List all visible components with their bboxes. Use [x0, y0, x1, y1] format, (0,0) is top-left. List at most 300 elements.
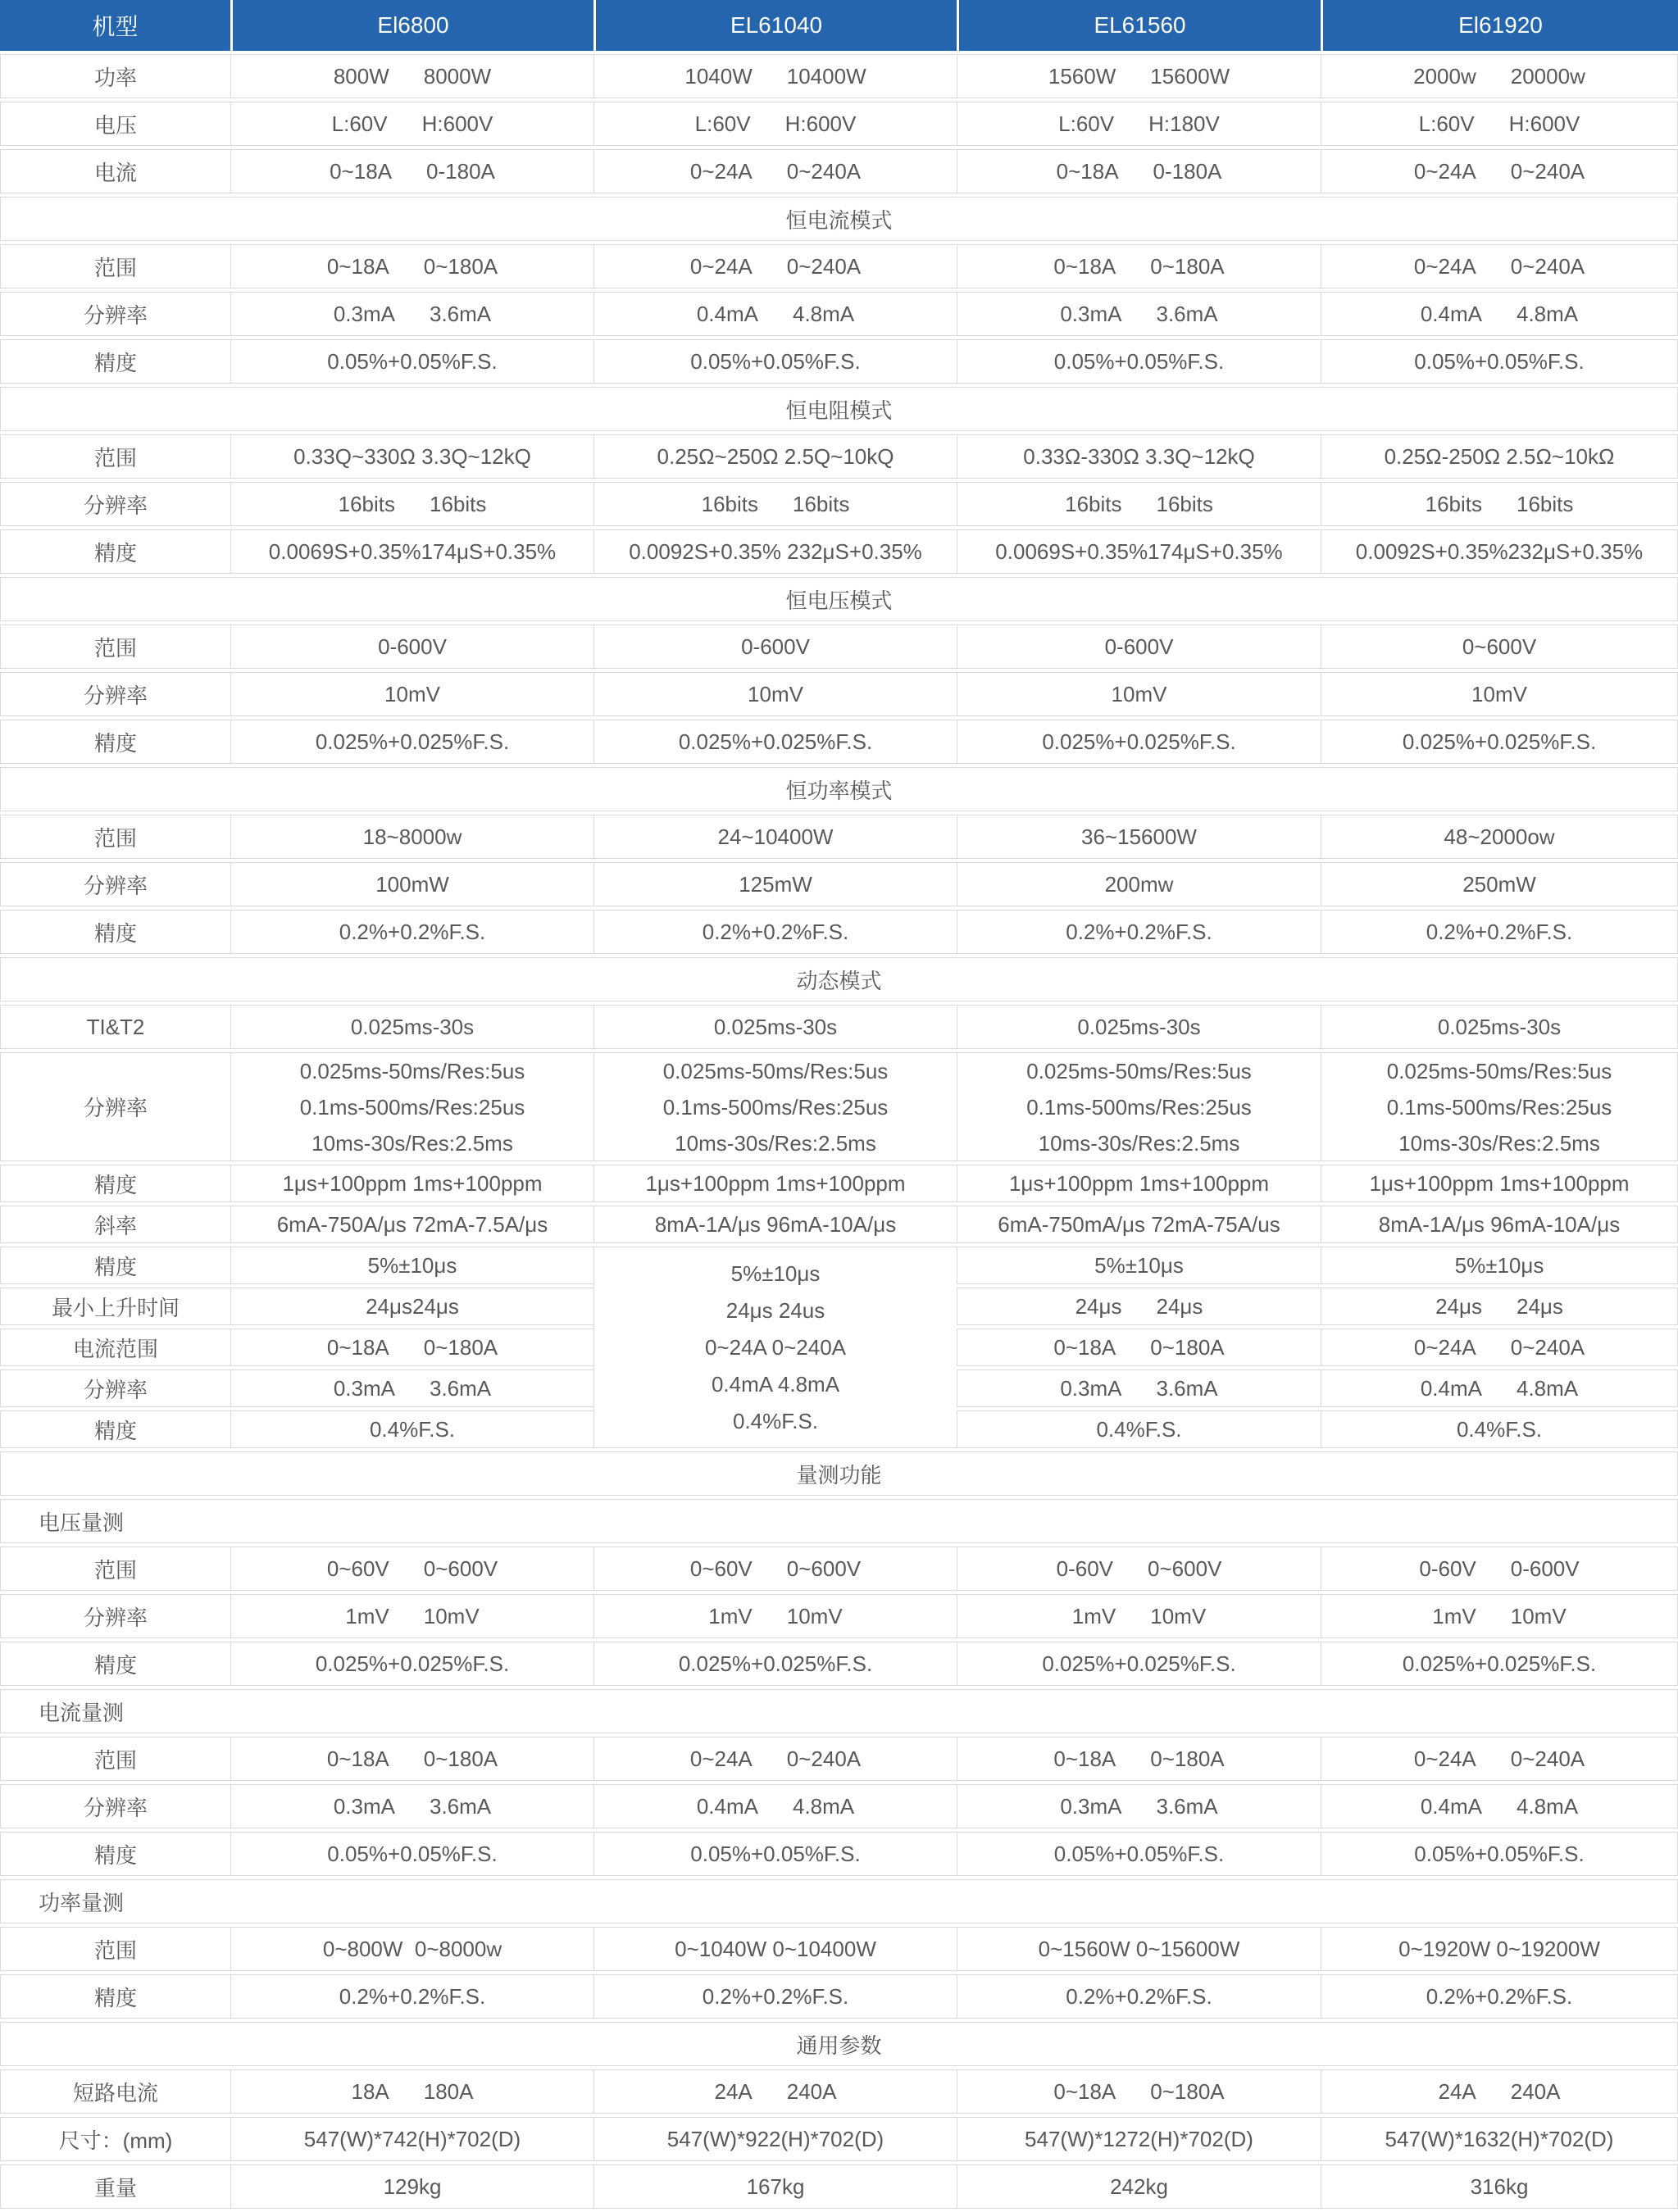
value: L:60V — [694, 111, 751, 136]
spec-cell: 0.0092S+0.35% 232μS+0.35% — [593, 529, 957, 574]
spec-cell — [1321, 1288, 1678, 1325]
row-label: 尺寸：(mm) — [0, 2117, 230, 2161]
row-label: 范围 — [0, 434, 230, 479]
value: 0~180A — [423, 1746, 498, 1771]
section-title: 恒电流模式 — [0, 197, 1678, 241]
row-label: 精度 — [0, 910, 230, 954]
spec-cell: 0.05%+0.05%F.S. — [593, 339, 957, 384]
spec-cell — [230, 482, 593, 526]
value-line: 5%±10μs — [730, 1260, 821, 1286]
value: 0-180A — [1153, 158, 1222, 184]
value: 0~18A — [326, 1334, 389, 1360]
spec-cell: 0.33Ω-330Ω 3.3Q~12kQ — [957, 434, 1321, 479]
row-label: 重量 — [0, 2164, 230, 2209]
header-model-cell: El6800 — [230, 0, 593, 51]
spec-cell — [1321, 1547, 1678, 1591]
spec-cell — [593, 102, 957, 146]
spec-cell — [230, 54, 593, 98]
section-title: 恒电阻模式 — [0, 387, 1678, 431]
spec-cell — [230, 102, 593, 146]
value: 16bits — [1065, 491, 1122, 516]
value: 0~240A — [1510, 1746, 1585, 1771]
spec-cell — [957, 102, 1321, 146]
spec-cell: 0.025%+0.025%F.S. — [593, 1642, 957, 1686]
spec-cell: 167kg — [593, 2164, 957, 2209]
spec-cell — [957, 1784, 1321, 1828]
row-label: 精度 — [0, 720, 230, 764]
spec-cell: 0.0092S+0.35%232μS+0.35% — [1321, 529, 1678, 574]
value: 10mV — [1150, 1603, 1207, 1628]
subsection-title: 电压量测 — [0, 1499, 1678, 1543]
spec-cell: 18~8000w — [230, 815, 593, 859]
value: 24μs — [1156, 1293, 1203, 1319]
spec-cell — [593, 54, 957, 98]
spec-cell: 0.4%F.S. — [957, 1410, 1321, 1448]
row-label: 范围 — [0, 1737, 230, 1781]
spec-cell — [1321, 292, 1678, 336]
subsection-title: 功率量测 — [0, 1879, 1678, 1924]
value: H:600V — [784, 111, 857, 136]
spec-cell — [593, 2069, 957, 2114]
spec-cell — [230, 1594, 593, 1638]
value: 0~180A — [1150, 1746, 1225, 1771]
spec-cell: 0.2%+0.2%F.S. — [230, 910, 593, 954]
spec-cell: 0.0069S+0.35%174μS+0.35% — [957, 529, 1321, 574]
spec-cell: 200mw — [957, 862, 1321, 906]
spec-cell: 0.05%+0.05%F.S. — [957, 339, 1321, 384]
value: 0.4mA — [696, 301, 758, 326]
value: 0.3mA — [333, 301, 395, 326]
row-label: 范围 — [0, 1547, 230, 1591]
spec-cell: 547(W)*1272(H)*702(D) — [957, 2117, 1321, 2161]
value: 3.6mA — [1156, 1793, 1218, 1819]
spec-cell — [957, 1594, 1321, 1638]
value-line: 0.1ms-500ms/Res:25us — [662, 1094, 889, 1120]
spec-cell — [593, 1784, 957, 1828]
row-label: 精度 — [0, 339, 230, 384]
spec-cell: 0.025%+0.025%F.S. — [230, 720, 593, 764]
spec-cell — [593, 1547, 957, 1591]
row-label: 范围 — [0, 815, 230, 859]
spec-cell: 0.025%+0.025%F.S. — [957, 720, 1321, 764]
value-line: 10ms-30s/Res:2.5ms — [1038, 1130, 1240, 1156]
value: 0~600V — [1148, 1556, 1222, 1581]
value: 16bits — [430, 491, 487, 516]
row-label: 分辨率 — [0, 1369, 230, 1407]
spec-cell: 0.0069S+0.35%174μS+0.35% — [230, 529, 593, 574]
spec-cell: 0.05%+0.05%F.S. — [1321, 1832, 1678, 1876]
value-line: 0.025ms-50ms/Res:5us — [1386, 1058, 1612, 1083]
spec-cell — [957, 1288, 1321, 1325]
value: 0~240A — [1510, 1334, 1585, 1360]
spec-cell: 0.25Ω~250Ω 2.5Q~10kQ — [593, 434, 957, 479]
spec-cell — [1321, 1052, 1678, 1161]
spec-cell — [1321, 149, 1678, 193]
spec-cell — [957, 244, 1321, 288]
spec-cell: 10mV — [230, 672, 593, 716]
spec-cell — [230, 1369, 593, 1407]
value: 0~24A — [1413, 158, 1476, 184]
value: 10400W — [786, 63, 866, 89]
row-label: 精度 — [0, 1974, 230, 2019]
spec-cell: 0.025ms-30s — [957, 1005, 1321, 1049]
value: 0~180A — [423, 253, 498, 279]
row-label: 电流范围 — [0, 1329, 230, 1366]
spec-cell: 0.05%+0.05%F.S. — [593, 1832, 957, 1876]
spec-cell — [1321, 482, 1678, 526]
value: 10mV — [423, 1603, 480, 1628]
value: L:60V — [1058, 111, 1115, 136]
value: 16bits — [338, 491, 395, 516]
spec-cell: 0.2%+0.2%F.S. — [230, 1974, 593, 2019]
value: 2000w — [1413, 63, 1476, 89]
value: 0.4mA — [1420, 1793, 1482, 1819]
value: 800W — [333, 63, 389, 89]
spec-cell — [593, 292, 957, 336]
spec-cell — [1321, 1784, 1678, 1828]
row-label: 功率 — [0, 54, 230, 98]
spec-cell: 1μs+100ppm 1ms+100ppm — [230, 1165, 593, 1202]
spec-cell: 0.2%+0.2%F.S. — [1321, 910, 1678, 954]
row-label: 精度 — [0, 1165, 230, 1202]
value-line: 24μs 24us — [725, 1297, 825, 1323]
row-label: 分辨率 — [0, 862, 230, 906]
value: 0~240A — [1510, 253, 1585, 279]
value: 0~24A — [689, 1746, 753, 1771]
value: 16bits — [793, 491, 850, 516]
spec-cell — [593, 244, 957, 288]
value: 1560W — [1048, 63, 1116, 89]
row-label: 电压 — [0, 102, 230, 146]
spec-cell: 0.05%+0.05%F.S. — [957, 1832, 1321, 1876]
spec-cell: 10mV — [957, 672, 1321, 716]
value: 24μs — [1435, 1293, 1482, 1319]
value: 1040W — [684, 63, 753, 89]
spec-cell: 0~1560W 0~15600W — [957, 1927, 1321, 1971]
spec-cell: 0.2%+0.2%F.S. — [957, 1974, 1321, 2019]
value: 0~18A — [1053, 1746, 1116, 1771]
spec-cell — [230, 1784, 593, 1828]
value: 0.4mA — [1420, 1375, 1482, 1401]
spec-cell: 0-600V — [957, 625, 1321, 669]
value: 1mV — [708, 1603, 753, 1628]
spec-cell: 316kg — [1321, 2164, 1678, 2209]
value-line: 10ms-30s/Res:2.5ms — [675, 1130, 876, 1156]
spec-cell: 0.025%+0.025%F.S. — [593, 720, 957, 764]
row-label: 电流 — [0, 149, 230, 193]
value: 0.4mA — [696, 1793, 758, 1819]
value: 3.6mA — [430, 301, 492, 326]
header-model-label: 机型 — [0, 0, 230, 51]
value: H:180V — [1148, 111, 1220, 136]
row-label: 斜率 — [0, 1206, 230, 1243]
spec-cell: 36~15600W — [957, 815, 1321, 859]
row-label: 精度 — [0, 1832, 230, 1876]
spec-cell: 0-600V — [230, 625, 593, 669]
row-label: 精度 — [0, 1410, 230, 1448]
row-label: 最小上升时间 — [0, 1288, 230, 1325]
value: 0~240A — [786, 158, 862, 184]
spec-cell: 0.2%+0.2%F.S. — [957, 910, 1321, 954]
value-line: 0.4mA 4.8mA — [711, 1371, 840, 1397]
spec-cell: 0.33Q~330Ω 3.3Q~12kQ — [230, 434, 593, 479]
value: 0~18A — [1056, 158, 1119, 184]
value-line: 0~24A 0~240A — [704, 1334, 847, 1360]
value-line: 0.025ms-50ms/Res:5us — [299, 1058, 525, 1083]
value: 3.6mA — [1156, 1375, 1218, 1401]
spec-cell: 5%±10μs — [230, 1247, 593, 1284]
section-title: 恒功率模式 — [0, 767, 1678, 811]
spec-cell — [1321, 1329, 1678, 1366]
value: 0.3mA — [333, 1793, 395, 1819]
value: H:600V — [421, 111, 493, 136]
spec-cell — [593, 482, 957, 526]
value: 10mV — [786, 1603, 843, 1628]
spec-cell: 0.05%+0.05%F.S. — [230, 1832, 593, 1876]
value-line: 0.1ms-500ms/Res:25us — [299, 1094, 525, 1120]
spec-cell — [957, 1369, 1321, 1407]
value: 0~18A — [1053, 2078, 1116, 2104]
row-label: 分辨率 — [0, 482, 230, 526]
spec-cell: 100mW — [230, 862, 593, 906]
spec-cell: 0~600V — [1321, 625, 1678, 669]
value: 16bits — [1517, 491, 1574, 516]
value: 0~600V — [423, 1556, 498, 1581]
spec-cell — [230, 1547, 593, 1591]
value: 0~18A — [326, 1746, 389, 1771]
value: 0.3mA — [333, 1375, 395, 1401]
spec-cell: 547(W)*1632(H)*702(D) — [1321, 2117, 1678, 2161]
value: 0~60V — [689, 1556, 753, 1581]
value: 0~600V — [786, 1556, 862, 1581]
spec-cell — [957, 482, 1321, 526]
spec-cell: 0~1920W 0~19200W — [1321, 1927, 1678, 1971]
value: 0.3mA — [1060, 1793, 1122, 1819]
spec-cell: 6mA-750A/μs 72mA-7.5A/μs — [230, 1206, 593, 1243]
value: 0~180A — [423, 1334, 498, 1360]
spec-cell — [230, 149, 593, 193]
spec-cell: 547(W)*922(H)*702(D) — [593, 2117, 957, 2161]
value: 180A — [423, 2078, 474, 2104]
value: 4.8mA — [793, 301, 855, 326]
value: 0~180A — [1150, 2078, 1225, 2104]
spec-cell: 5%±10μs — [1321, 1247, 1678, 1284]
row-label: 精度 — [0, 1642, 230, 1686]
spec-cell — [957, 292, 1321, 336]
value: 0~240A — [1510, 158, 1585, 184]
subsection-title: 电流量测 — [0, 1689, 1678, 1733]
spec-cell: 0.05%+0.05%F.S. — [230, 339, 593, 384]
spec-cell: 0-600V — [593, 625, 957, 669]
row-label: 范围 — [0, 625, 230, 669]
value: 0~24A — [689, 158, 753, 184]
spec-cell: 5%±10μs — [957, 1247, 1321, 1284]
spec-cell: 1μs+100ppm 1ms+100ppm — [593, 1165, 957, 1202]
spec-cell: 8mA-1A/μs 96mA-10A/μs — [593, 1206, 957, 1243]
spec-cell — [1321, 54, 1678, 98]
spec-cell — [957, 1737, 1321, 1781]
value: 20000w — [1510, 63, 1585, 89]
spec-cell — [957, 1052, 1321, 1161]
value: 3.6mA — [430, 1375, 492, 1401]
value: 1mV — [1432, 1603, 1476, 1628]
spec-cell: 0.025ms-30s — [593, 1005, 957, 1049]
spec-cell: 0.25Ω-250Ω 2.5Ω~10kΩ — [1321, 434, 1678, 479]
spec-cell: 547(W)*742(H)*702(D) — [230, 2117, 593, 2161]
value: 16bits — [1425, 491, 1482, 516]
value: 16bits — [701, 491, 758, 516]
value: 0~24A — [1413, 1334, 1476, 1360]
value: 24μs — [1075, 1293, 1122, 1319]
value: 0~18A — [326, 253, 389, 279]
spec-cell — [593, 1594, 957, 1638]
spec-cell: 24~10400W — [593, 815, 957, 859]
value: 0-60V — [1056, 1556, 1113, 1581]
spec-cell: 0.025%+0.025%F.S. — [1321, 720, 1678, 764]
value-line: 10ms-30s/Res:2.5ms — [311, 1130, 513, 1156]
merged-cell — [593, 1247, 957, 1448]
value: 0.3mA — [1060, 301, 1122, 326]
spec-cell: 8mA-1A/μs 96mA-10A/μs — [1321, 1206, 1678, 1243]
value: 0-600V — [1510, 1556, 1580, 1581]
value: 0.3mA — [1060, 1375, 1122, 1401]
spec-cell — [230, 244, 593, 288]
spec-cell — [593, 149, 957, 193]
value: 10mV — [1510, 1603, 1567, 1628]
value: 0~240A — [786, 253, 862, 279]
value-line: 0.025ms-50ms/Res:5us — [1026, 1058, 1252, 1083]
spec-cell — [957, 2069, 1321, 2114]
spec-cell: 0.025ms-30s — [230, 1005, 593, 1049]
spec-cell — [230, 1737, 593, 1781]
header-model-cell: EL61560 — [957, 0, 1321, 51]
section-title: 动态模式 — [0, 957, 1678, 1002]
value-line: 0.025ms-50ms/Res:5us — [662, 1058, 889, 1083]
row-label: TI&T2 — [0, 1005, 230, 1049]
row-label: 分辨率 — [0, 1594, 230, 1638]
spec-cell: 250mW — [1321, 862, 1678, 906]
spec-cell: 24μs24μs — [230, 1288, 593, 1325]
spec-cell: 0~800W 0~8000w — [230, 1927, 593, 1971]
value: 4.8mA — [1517, 1793, 1579, 1819]
spec-cell — [1321, 1737, 1678, 1781]
spec-cell: 48~2000ow — [1321, 815, 1678, 859]
value: 0~60V — [326, 1556, 389, 1581]
row-label: 范围 — [0, 244, 230, 288]
spec-cell: 0.2%+0.2%F.S. — [1321, 1974, 1678, 2019]
value: 240A — [786, 2078, 837, 2104]
value: 0~18A — [1053, 253, 1116, 279]
spec-cell: 0.025%+0.025%F.S. — [230, 1642, 593, 1686]
spec-cell — [1321, 2069, 1678, 2114]
section-title: 通用参数 — [0, 2022, 1678, 2066]
spec-cell — [230, 2069, 593, 2114]
value: L:60V — [1418, 111, 1475, 136]
spec-cell: 125mW — [593, 862, 957, 906]
spec-cell: 242kg — [957, 2164, 1321, 2209]
value-line: 10ms-30s/Res:2.5ms — [1398, 1130, 1600, 1156]
spec-cell: 0.4%F.S. — [1321, 1410, 1678, 1448]
spec-cell — [593, 1737, 957, 1781]
spec-cell: 6mA-750mA/μs 72mA-75A/us — [957, 1206, 1321, 1243]
value: 24μs — [1517, 1293, 1563, 1319]
row-label: 分辨率 — [0, 292, 230, 336]
value: 4.8mA — [1517, 301, 1579, 326]
value: 3.6mA — [430, 1793, 492, 1819]
spec-cell: 0.025ms-30s — [1321, 1005, 1678, 1049]
value: 8000W — [423, 63, 492, 89]
value: 0~18A — [330, 158, 393, 184]
spec-cell: 0.025%+0.025%F.S. — [1321, 1642, 1678, 1686]
spec-cell: 1μs+100ppm 1ms+100ppm — [957, 1165, 1321, 1202]
spec-cell: 10mV — [1321, 672, 1678, 716]
value: 0-180A — [426, 158, 495, 184]
spec-cell — [230, 1052, 593, 1161]
spec-cell — [593, 1052, 957, 1161]
value: 4.8mA — [1517, 1375, 1579, 1401]
value: 0~240A — [786, 1746, 862, 1771]
value: 240A — [1510, 2078, 1561, 2104]
value: 4.8mA — [793, 1793, 855, 1819]
spec-cell — [1321, 244, 1678, 288]
row-label: 精度 — [0, 1247, 230, 1284]
spec-cell: 0~1040W 0~10400W — [593, 1927, 957, 1971]
spec-cell: 0.025%+0.025%F.S. — [957, 1642, 1321, 1686]
value-line: 0.4%F.S. — [732, 1408, 819, 1433]
value: L:60V — [331, 111, 388, 136]
row-label: 精度 — [0, 529, 230, 574]
row-label: 范围 — [0, 1927, 230, 1971]
row-label: 短路电流 — [0, 2069, 230, 2114]
value: 18A — [351, 2078, 389, 2104]
spec-cell: 1μs+100ppm 1ms+100ppm — [1321, 1165, 1678, 1202]
value: 3.6mA — [1156, 301, 1218, 326]
value: H:600V — [1508, 111, 1580, 136]
value-line: 0.1ms-500ms/Res:25us — [1026, 1094, 1252, 1120]
value: 0~24A — [1413, 253, 1476, 279]
spec-cell — [957, 1329, 1321, 1366]
value: 15600W — [1150, 63, 1230, 89]
value: 0-60V — [1419, 1556, 1476, 1581]
spec-cell — [957, 1547, 1321, 1591]
value: 0~180A — [1150, 1334, 1225, 1360]
value: 0~18A — [1053, 1334, 1116, 1360]
value: 0~24A — [689, 253, 753, 279]
value: 0~24A — [1413, 1746, 1476, 1771]
value: 1mV — [1071, 1603, 1116, 1628]
value: 1mV — [345, 1603, 389, 1628]
spec-cell: 0.2%+0.2%F.S. — [593, 1974, 957, 2019]
spec-cell — [1321, 102, 1678, 146]
spec-cell — [957, 149, 1321, 193]
header-model-cell: EL61040 — [593, 0, 957, 51]
spec-cell — [1321, 1594, 1678, 1638]
spec-cell — [230, 1329, 593, 1366]
section-title: 量测功能 — [0, 1451, 1678, 1496]
spec-cell: 0.05%+0.05%F.S. — [1321, 339, 1678, 384]
row-label: 分辨率 — [0, 672, 230, 716]
value: 24A — [714, 2078, 753, 2104]
value: 16bits — [1156, 491, 1213, 516]
value: 0.4mA — [1420, 301, 1482, 326]
value-line: 0.1ms-500ms/Res:25us — [1386, 1094, 1612, 1120]
spec-cell: 129kg — [230, 2164, 593, 2209]
spec-cell: 0.4%F.S. — [230, 1410, 593, 1448]
spec-cell — [957, 54, 1321, 98]
section-title: 恒电压模式 — [0, 577, 1678, 621]
spec-cell: 10mV — [593, 672, 957, 716]
row-label: 分辨率 — [0, 1784, 230, 1828]
